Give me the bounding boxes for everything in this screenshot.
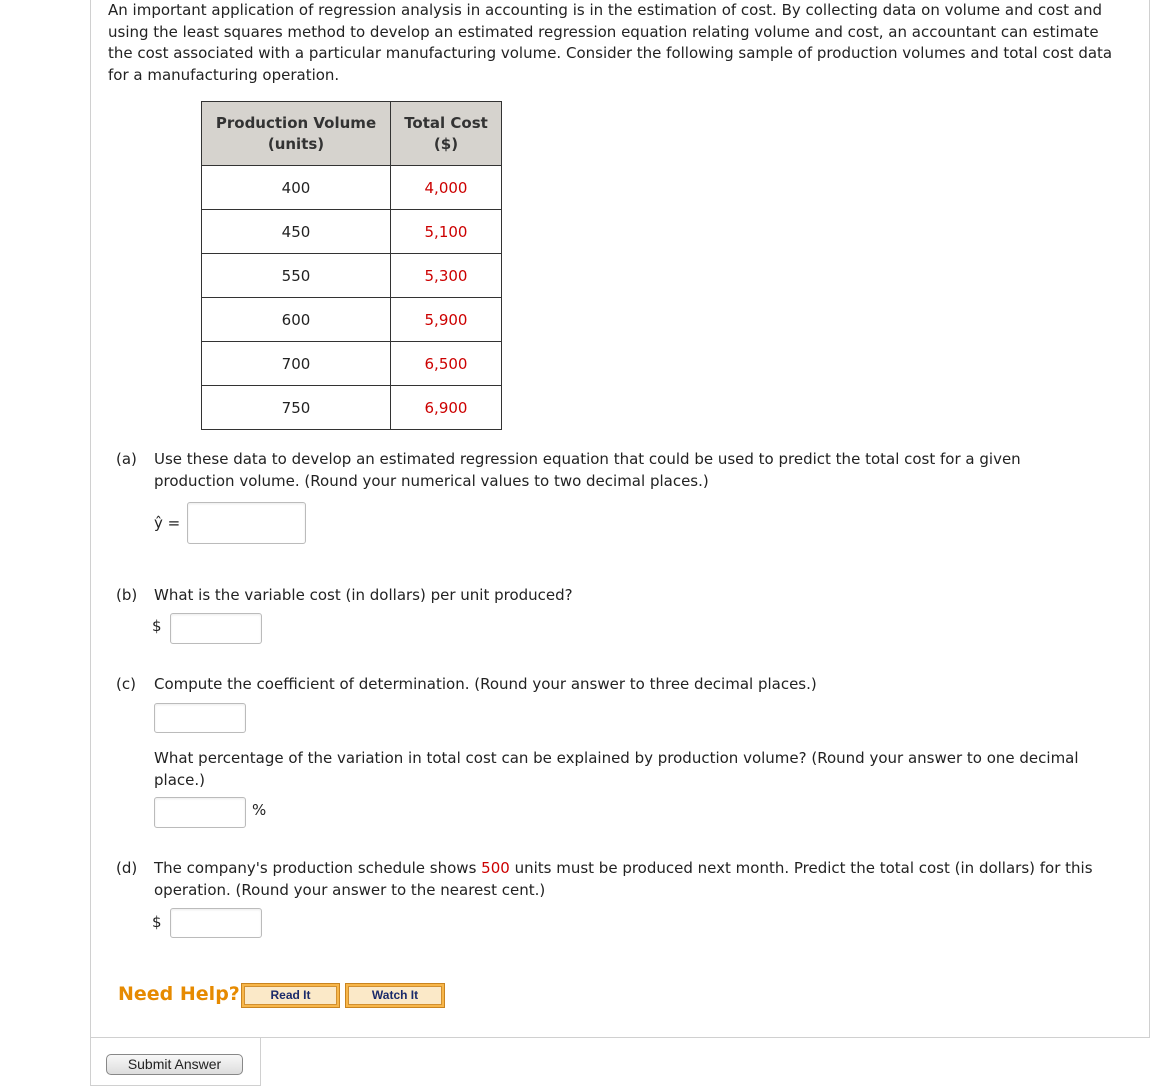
part-b-text: What is the variable cost (in dollars) per unit produced? [154,586,573,604]
variable-cost-input[interactable] [170,613,262,644]
y-hat-label: ŷ = [154,514,181,532]
volume-cell: 750 [202,386,391,430]
part-d-text: The company's production schedule shows 500 units must be produced next month. Predict the total cost (in dollars) for this operation. (Round your answer to the nearest cent.) [154,859,1093,899]
regression-equation-input[interactable] [187,502,306,544]
header-total-cost: Total Cost ($) [391,102,502,166]
part-b-label: (b) [116,586,138,604]
cost-cell: 6,500 [391,342,502,386]
part-d-label: (d) [116,859,138,877]
table-row [202,210,502,254]
read-it-button[interactable]: Read It [241,983,340,1008]
total-cost-input[interactable] [170,908,262,938]
table-row [202,254,502,298]
cost-cell: 5,900 [391,298,502,342]
cost-cell: 6,900 [391,386,502,430]
intro-paragraph: An important application of regression analysis in accounting is in the estimation of cost. By collecting data on volume and cost and using the least squares method to develop an estimated regression equation relating volume and cost, an accountant can estimate the cost associated with a particular manufacturing volume. Consider the following sample of production volumes and total cost data for a manufacturing operation. [108,1,1113,84]
table-row [202,298,502,342]
header-production-volume: Production Volume (units) [202,102,391,166]
cost-cell: 4,000 [391,166,502,210]
dollar-sign: $ [152,913,162,931]
table-row [202,166,502,210]
cost-cell: 5,300 [391,254,502,298]
part-c-label: (c) [116,675,136,693]
part-c-text2: What percentage of the variation in total cost can be explained by production volume? (Round your answer to one decimal place.) [154,749,1079,789]
part-c-text: Compute the coefficient of determination. (Round your answer to three decimal places.) [154,675,817,693]
part-a-text: Use these data to develop an estimated regression equation that could be used to predict the total cost for a given production volume. (Round your numerical values to two decimal places.) [154,450,1021,490]
dollar-sign: $ [152,617,162,635]
submit-answer-button[interactable]: Submit Answer [106,1054,243,1075]
percentage-input[interactable] [154,797,246,828]
volume-cell: 450 [202,210,391,254]
volume-cell: 550 [202,254,391,298]
highlight-value: 500 [481,859,510,877]
part-a-label: (a) [116,450,137,468]
percent-sign: % [252,801,267,819]
cost-cell: 5,100 [391,210,502,254]
volume-cell: 700 [202,342,391,386]
need-help-label: Need Help? [118,983,240,1005]
watch-it-button[interactable]: Watch It [345,983,445,1008]
table-row [202,386,502,430]
table-row [202,342,502,386]
volume-cell: 400 [202,166,391,210]
coefficient-determination-input[interactable] [154,703,246,733]
data-table [201,101,502,430]
volume-cell: 600 [202,298,391,342]
